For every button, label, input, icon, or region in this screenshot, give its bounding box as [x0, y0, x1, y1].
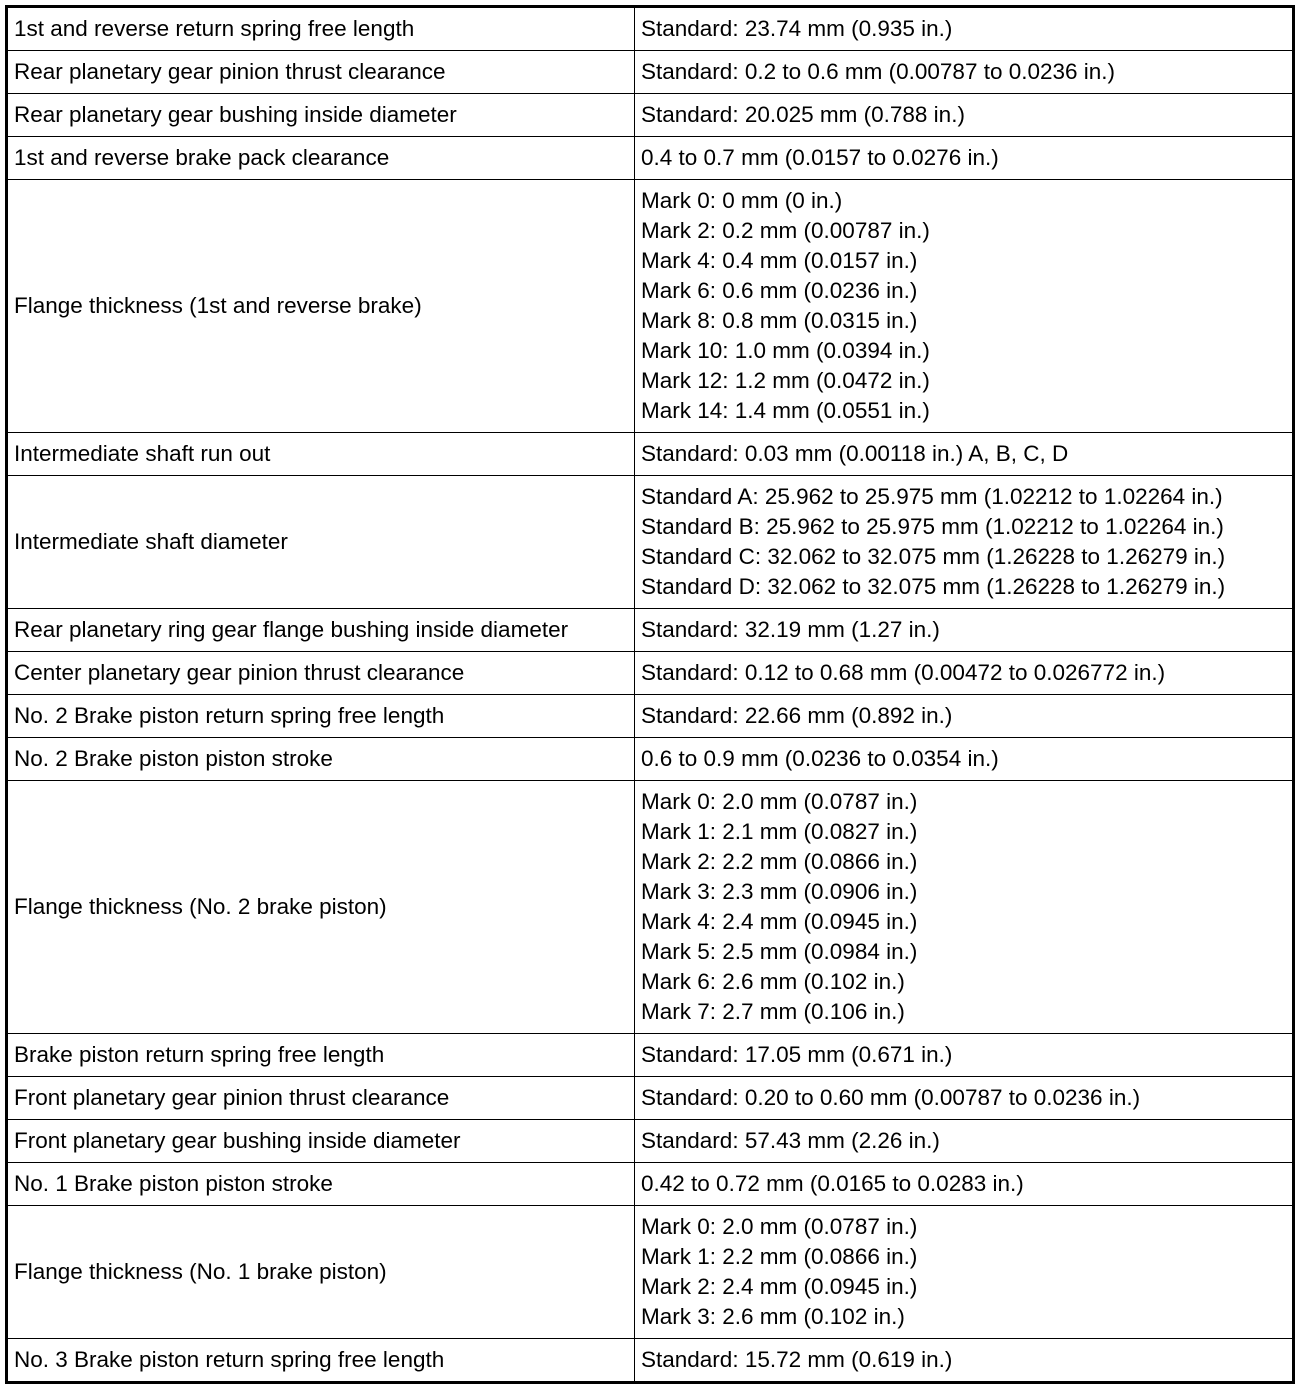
value-line: Mark 3: 2.6 mm (0.102 in.) — [641, 1304, 905, 1329]
specification-table-body — [7, 7, 1294, 1383]
table-row — [7, 1120, 1294, 1163]
specification-table — [5, 5, 1295, 1384]
value-line: Mark 14: 1.4 mm (0.0551 in.) — [641, 398, 930, 423]
value-line: Mark 2: 0.2 mm (0.00787 in.) — [641, 218, 930, 243]
table-row — [7, 1077, 1294, 1120]
value-line: Mark 4: 2.4 mm (0.0945 in.) — [641, 909, 918, 934]
parameter-cell: Front planetary gear pinion thrust clearance — [7, 1077, 635, 1120]
value-cell — [635, 7, 1294, 51]
table-row — [7, 738, 1294, 781]
table-row — [7, 781, 1294, 1034]
value-line: Standard: 57.43 mm (2.26 in.) — [641, 1128, 940, 1153]
value-line: Mark 1: 2.2 mm (0.0866 in.) — [641, 1244, 918, 1269]
value-cell — [635, 137, 1294, 180]
value-cell — [635, 652, 1294, 695]
parameter-cell: Intermediate shaft diameter — [7, 476, 635, 609]
table-row — [7, 94, 1294, 137]
value-cell — [635, 695, 1294, 738]
value-cell — [635, 1034, 1294, 1077]
table-row — [7, 476, 1294, 609]
value-cell — [635, 609, 1294, 652]
value-line: Mark 8: 0.8 mm (0.0315 in.) — [641, 308, 918, 333]
table-row — [7, 1206, 1294, 1339]
value-line: Mark 10: 1.0 mm (0.0394 in.) — [641, 338, 930, 363]
table-row — [7, 7, 1294, 51]
value-line: Standard: 23.74 mm (0.935 in.) — [641, 16, 953, 41]
value-cell — [635, 433, 1294, 476]
parameter-cell: No. 3 Brake piston return spring free length — [7, 1339, 635, 1383]
value-cell — [635, 180, 1294, 433]
value-line: Standard D: 32.062 to 32.075 mm (1.26228 to 1.26279 in.) — [641, 574, 1226, 599]
value-line: Standard B: 25.962 to 25.975 mm (1.02212 to 1.02264 in.) — [641, 514, 1224, 539]
parameter-cell: Rear planetary ring gear flange bushing inside diameter — [7, 609, 635, 652]
parameter-cell: Rear planetary gear pinion thrust clearance — [7, 51, 635, 94]
value-cell — [635, 781, 1294, 1034]
value-line: 0.42 to 0.72 mm (0.0165 to 0.0283 in.) — [641, 1171, 1024, 1196]
value-line: Mark 2: 2.2 mm (0.0866 in.) — [641, 849, 918, 874]
value-cell — [635, 94, 1294, 137]
table-row — [7, 137, 1294, 180]
value-line: Mark 1: 2.1 mm (0.0827 in.) — [641, 819, 918, 844]
value-line: Standard: 20.025 mm (0.788 in.) — [641, 102, 965, 127]
value-line: Mark 3: 2.3 mm (0.0906 in.) — [641, 879, 918, 904]
value-line: Mark 5: 2.5 mm (0.0984 in.) — [641, 939, 918, 964]
value-line: Mark 2: 2.4 mm (0.0945 in.) — [641, 1274, 918, 1299]
table-row — [7, 1034, 1294, 1077]
table-row — [7, 652, 1294, 695]
value-line: Standard A: 25.962 to 25.975 mm (1.02212 to 1.02264 in.) — [641, 484, 1223, 509]
value-cell — [635, 1206, 1294, 1339]
value-cell — [635, 51, 1294, 94]
parameter-cell: No. 1 Brake piston piston stroke — [7, 1163, 635, 1206]
value-line: Standard: 0.20 to 0.60 mm (0.00787 to 0.0236 in.) — [641, 1085, 1141, 1110]
value-cell — [635, 1120, 1294, 1163]
parameter-cell: Intermediate shaft run out — [7, 433, 635, 476]
value-line: Standard: 0.03 mm (0.00118 in.) A, B, C, D — [641, 441, 1069, 466]
parameter-cell: Brake piston return spring free length — [7, 1034, 635, 1077]
value-line: Standard: 15.72 mm (0.619 in.) — [641, 1347, 953, 1372]
value-line: Mark 6: 2.6 mm (0.102 in.) — [641, 969, 905, 994]
parameter-cell: Front planetary gear bushing inside diameter — [7, 1120, 635, 1163]
value-line: Mark 0: 2.0 mm (0.0787 in.) — [641, 789, 918, 814]
value-line: Mark 7: 2.7 mm (0.106 in.) — [641, 999, 905, 1024]
parameter-cell: Center planetary gear pinion thrust clearance — [7, 652, 635, 695]
value-line: Mark 6: 0.6 mm (0.0236 in.) — [641, 278, 918, 303]
value-cell — [635, 738, 1294, 781]
value-line: Mark 4: 0.4 mm (0.0157 in.) — [641, 248, 918, 273]
parameter-cell: 1st and reverse brake pack clearance — [7, 137, 635, 180]
table-row — [7, 51, 1294, 94]
value-line: Standard: 0.12 to 0.68 mm (0.00472 to 0.026772 in.) — [641, 660, 1166, 685]
parameter-cell: Rear planetary gear bushing inside diameter — [7, 94, 635, 137]
table-row — [7, 1163, 1294, 1206]
value-line: 0.6 to 0.9 mm (0.0236 to 0.0354 in.) — [641, 746, 999, 771]
parameter-cell: Flange thickness (No. 2 brake piston) — [7, 781, 635, 1034]
value-cell — [635, 1163, 1294, 1206]
value-line: Standard C: 32.062 to 32.075 mm (1.26228 to 1.26279 in.) — [641, 544, 1226, 569]
value-cell — [635, 476, 1294, 609]
value-line: Standard: 0.2 to 0.6 mm (0.00787 to 0.0236 in.) — [641, 59, 1116, 84]
value-line: Standard: 22.66 mm (0.892 in.) — [641, 703, 953, 728]
parameter-cell: No. 2 Brake piston return spring free length — [7, 695, 635, 738]
parameter-cell: No. 2 Brake piston piston stroke — [7, 738, 635, 781]
parameter-cell: Flange thickness (1st and reverse brake) — [7, 180, 635, 433]
value-cell — [635, 1077, 1294, 1120]
parameter-cell: 1st and reverse return spring free length — [7, 7, 635, 51]
table-row — [7, 609, 1294, 652]
table-row — [7, 433, 1294, 476]
value-line: Standard: 32.19 mm (1.27 in.) — [641, 617, 940, 642]
value-line: Mark 0: 2.0 mm (0.0787 in.) — [641, 1214, 918, 1239]
table-row — [7, 695, 1294, 738]
parameter-cell: Flange thickness (No. 1 brake piston) — [7, 1206, 635, 1339]
value-line: Mark 12: 1.2 mm (0.0472 in.) — [641, 368, 930, 393]
value-line: Standard: 17.05 mm (0.671 in.) — [641, 1042, 953, 1067]
value-line: 0.4 to 0.7 mm (0.0157 to 0.0276 in.) — [641, 145, 999, 170]
value-line: Mark 0: 0 mm (0 in.) — [641, 188, 843, 213]
table-row — [7, 180, 1294, 433]
